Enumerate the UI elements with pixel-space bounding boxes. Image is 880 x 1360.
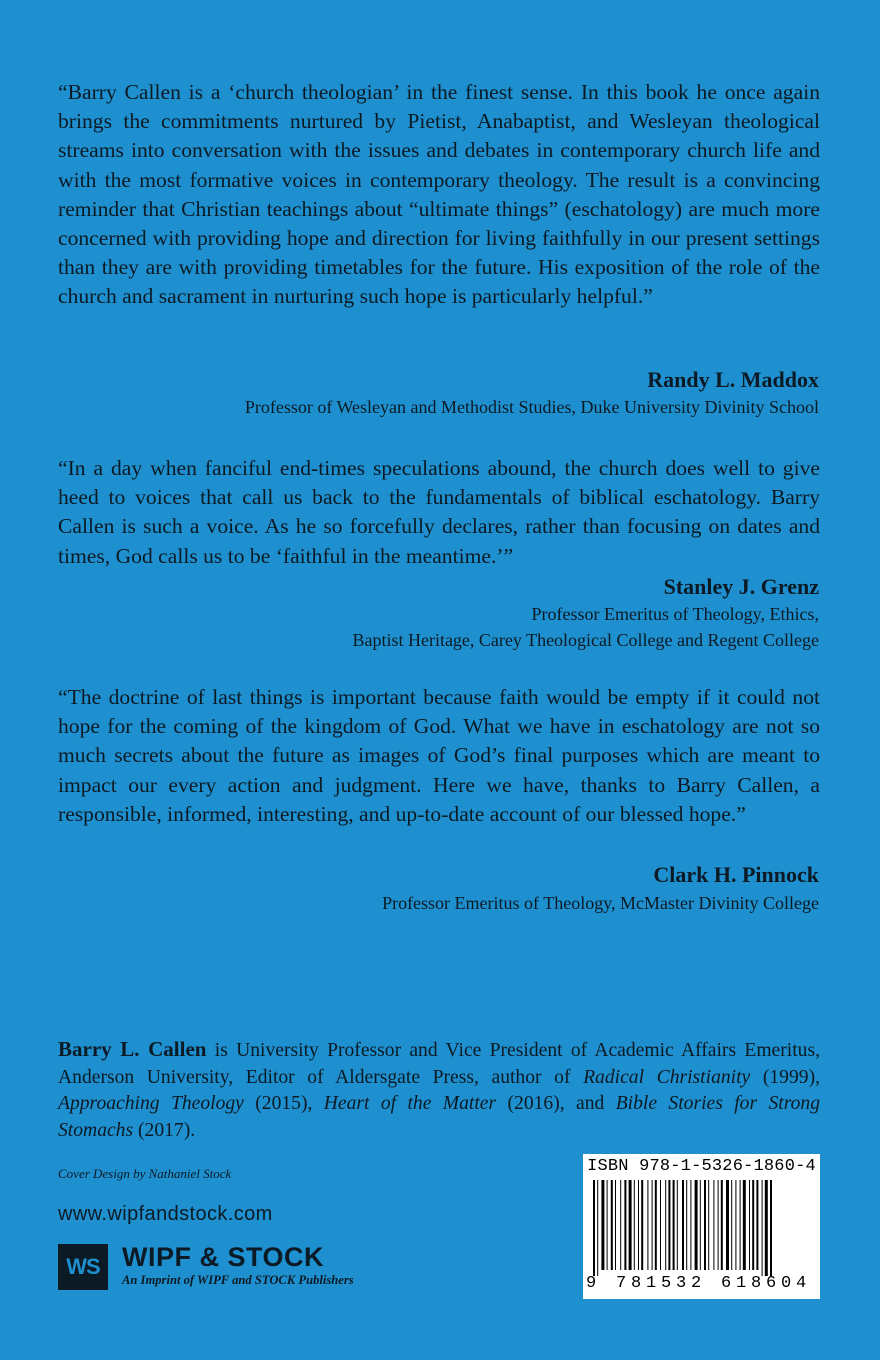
barcode-bar [624, 1180, 626, 1270]
barcode-bar [690, 1180, 691, 1270]
barcode-bar [660, 1180, 661, 1270]
barcode-bar [641, 1180, 643, 1270]
endorser-title-grenz-line2: Baptist Heritage, Carey Theological College and Regent College [352, 630, 819, 650]
barcode-bar [752, 1180, 754, 1270]
barcode-bar [615, 1180, 616, 1270]
barcode-bar [652, 1180, 653, 1270]
barcode-bar [749, 1180, 750, 1270]
barcode-bar [731, 1180, 732, 1270]
barcode-bar [597, 1180, 598, 1276]
barcode-bar [593, 1180, 595, 1276]
endorser-title-maddox: Professor of Wesleyan and Methodist Studies, Duke University Divinity School [244, 397, 819, 417]
barcode-bar [677, 1180, 678, 1270]
ean-digits: 9 781532 618604 [586, 1274, 812, 1293]
barcode-bar [726, 1180, 729, 1270]
endorser-name-pinnock: Clark H. Pinnock [653, 862, 819, 887]
barcode-bar [718, 1180, 719, 1270]
publisher-block [58, 1241, 398, 1291]
barcode-bar [686, 1180, 687, 1270]
bio-text: (2017). [133, 1119, 196, 1141]
barcode-bar [704, 1180, 706, 1270]
author-name: Barry L. Callen [58, 1037, 207, 1061]
barcode-bar [743, 1180, 746, 1270]
barcode-bar [673, 1180, 675, 1270]
bio-text: (2016), and [496, 1093, 616, 1114]
endorser-name-maddox: Randy L. Maddox [647, 367, 819, 392]
barcode-bars-icon [583, 1180, 820, 1276]
barcode-bar [655, 1180, 657, 1270]
endorsement-quote-grenz: “In a day when fanciful end-times speculations abound, the church does well to give heed to voices that call us back to the fundamentals of biblical eschatology. Barry Callen is such a voice. As he so forcefully declares, rather than focusing on dates and times, God calls us to be ‘faithful in the meantime.’” [58, 456, 820, 568]
publisher-name: WIPF & STOCK [122, 1242, 325, 1272]
book-title: Radical Christianity [583, 1066, 751, 1088]
barcode-bar [765, 1180, 768, 1276]
barcode-bar [708, 1180, 709, 1270]
barcode-bar [713, 1180, 714, 1270]
publisher-logo-icon: WS [58, 1244, 108, 1290]
isbn-barcode [583, 1154, 820, 1299]
barcode-bar [756, 1180, 758, 1270]
barcode-bar [668, 1180, 670, 1270]
barcode-bar [695, 1180, 698, 1270]
barcode-bar [629, 1180, 632, 1270]
book-title: Approaching Theology [58, 1093, 244, 1114]
barcode-bar [721, 1180, 723, 1270]
publisher-imprint: An Imprint of WIPF and STOCK Publishers [122, 1273, 354, 1287]
bio-text: (1999), [750, 1066, 820, 1088]
barcode-bar [740, 1180, 741, 1270]
barcode-bar [770, 1180, 772, 1276]
barcode-bar [607, 1180, 608, 1270]
endorsement-quote-maddox: “Barry Callen is a ‘church theologian’ in the finest sense. In this book he once again brings the commitments nurtured by Pietist, Anabaptist, and Wesleyan theological streams into conversation with the issues and debates in contemporary church life and with the most formative voices in contemporary theology. The result is a convincing reminder that Christian teachings about “ultimate things” (eschatology) are much more concerned with providing hope and direction for living faithfully in our present settings than they are with providing timetables for the future. His exposition of the role of the church and sacrament in nurturing such hope is particularly helpful.” [58, 80, 820, 309]
barcode-bar [601, 1180, 604, 1270]
book-title: Bible Stories for Strong Stomachs [58, 1093, 821, 1141]
cover-design-credit: Cover Design by Nathaniel Stock [58, 1166, 232, 1181]
author-bio [58, 1036, 820, 1144]
endorser-name-grenz: Stanley J. Grenz [663, 574, 819, 599]
publisher-website: www.wipfandstock.com [58, 1203, 273, 1225]
barcode-bar [700, 1180, 701, 1270]
bio-text: is University Professor and Vice President of Academic Affairs Emeritus, Anderson University, Editor of Aldersgate Press, author of [58, 1040, 820, 1088]
barcode-bar [634, 1180, 635, 1270]
isbn-label: ISBN 978-1-5326-1860-4 [587, 1157, 816, 1176]
barcode-bar [647, 1180, 648, 1270]
barcode-bar [638, 1180, 639, 1270]
endorser-title-grenz-line1: Professor Emeritus of Theology, Ethics, [531, 604, 819, 624]
book-title: Heart of the Matter [323, 1093, 497, 1114]
barcode-bar [762, 1180, 763, 1276]
endorsement-quote-pinnock: “The doctrine of last things is important because faith would be empty if it could not hope for the coming of the kingdom of God. What we have in eschatology are not so much secrets about the future as images of God’s final purposes which are meant to impact our every action and judgment. Here we have, thanks to Barry Callen, a responsible, informed, interesting, and up-to-date account of our blessed hope.” [58, 685, 820, 826]
bio-text: (2015), [243, 1093, 324, 1114]
barcode-bar [682, 1180, 684, 1270]
barcode-bar [620, 1180, 621, 1270]
endorser-title-pinnock: Professor Emeritus of Theology, McMaster Divinity College [382, 893, 819, 913]
barcode-bar [665, 1180, 666, 1270]
barcode-bar [611, 1180, 613, 1270]
barcode-bar [735, 1180, 736, 1270]
